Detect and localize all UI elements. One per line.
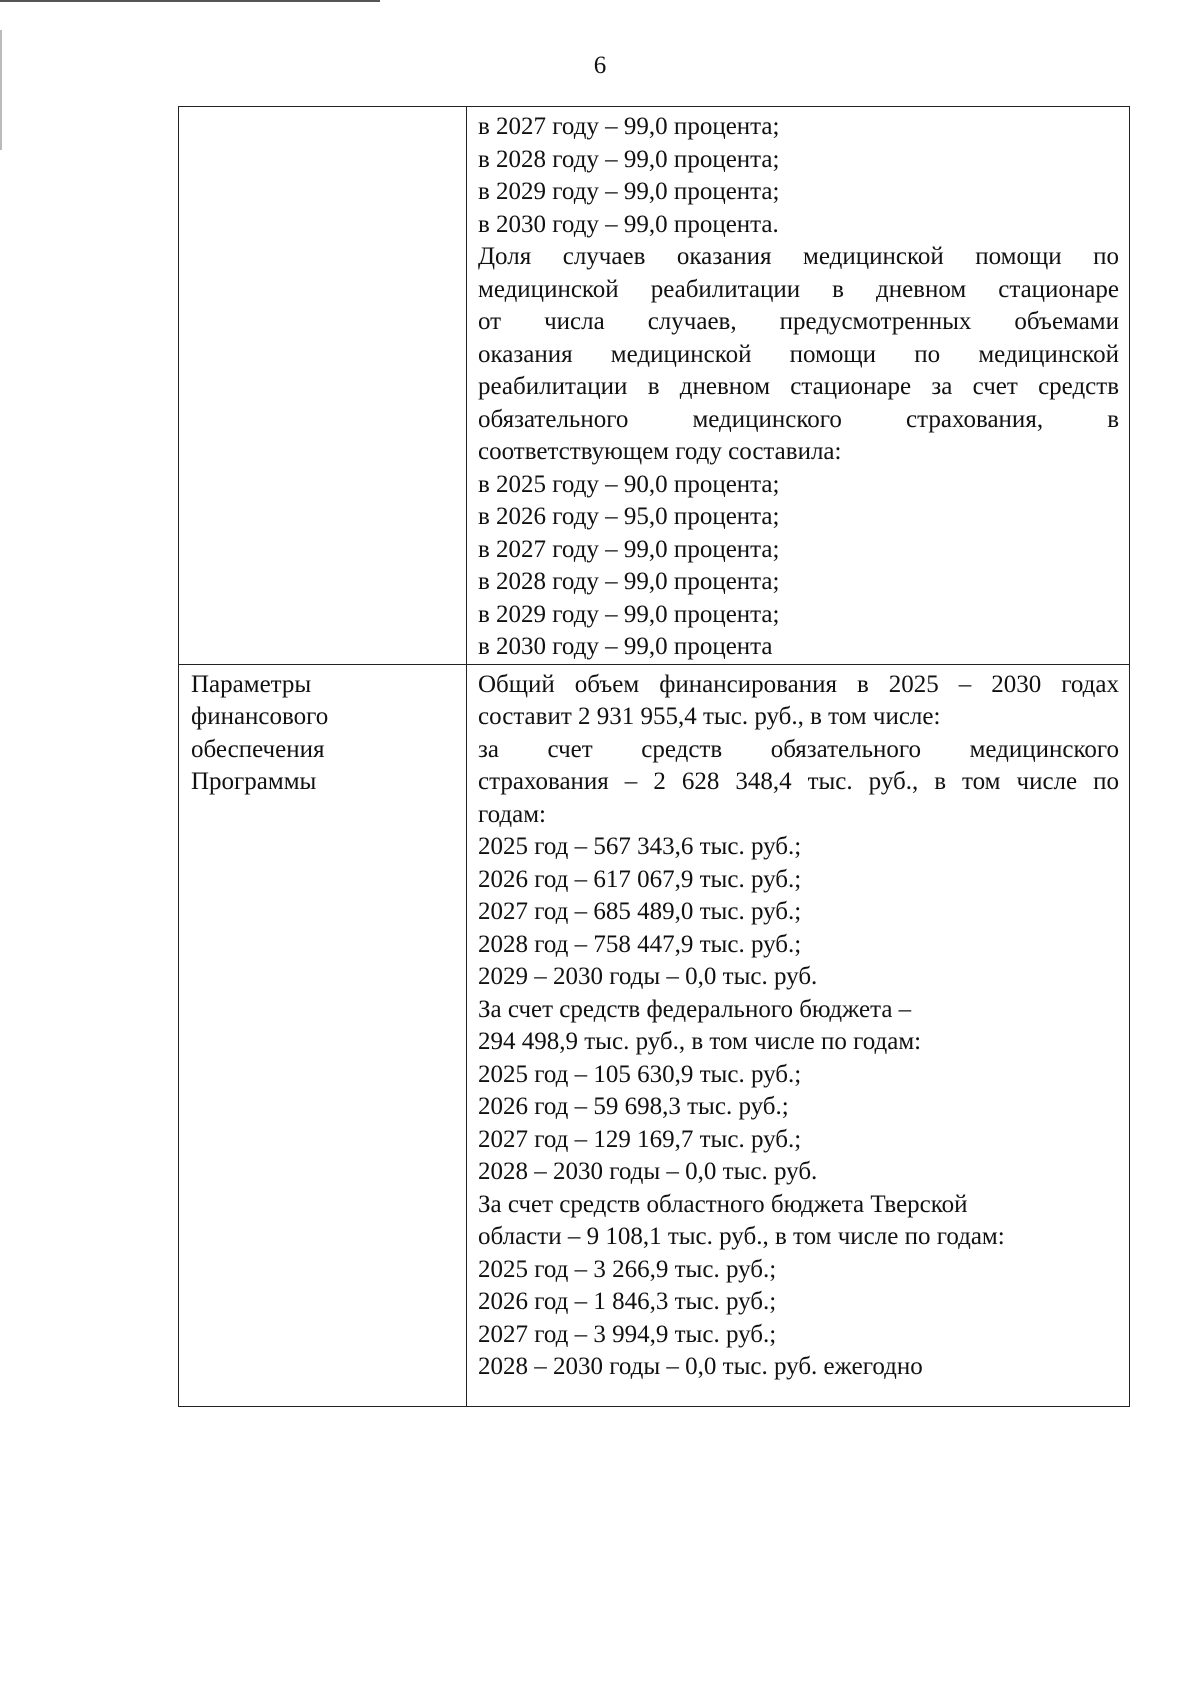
indicator-line: в 2029 году – 99,0 процента; <box>478 178 780 205</box>
oms-line: за счет средств обязательного медицинского <box>478 735 1119 763</box>
indicator-line: в 2025 году – 90,0 процента; <box>478 470 780 498</box>
federal-line: За счет средств федерального бюджета – <box>478 995 912 1023</box>
financing-label-line: финансового <box>191 703 329 730</box>
federal-year-line: 2026 год – 59 698,3 тыс. руб.; <box>478 1093 789 1120</box>
table-row-financing <box>179 664 1130 1406</box>
row-label-empty <box>179 107 467 665</box>
financing-total-line: Общий объем финансирования в 2025 – 2030 годах <box>478 670 1119 698</box>
indicator-line: в 2028 году – 99,0 процента; <box>478 145 780 173</box>
federal-year-line: 2025 год – 105 630,9 тыс. руб.; <box>478 1060 802 1088</box>
federal-line: 294 498,9 тыс. руб., в том числе по годам: <box>478 1028 922 1055</box>
table-row-indicators <box>179 107 1130 665</box>
indicator-line: в 2030 году – 99,0 процента <box>478 633 773 660</box>
cell-bottom-space <box>478 1384 1119 1406</box>
indicator-paragraph-line: медицинской реабилитации в дневном стационаре <box>478 275 1119 303</box>
regional-line: области – 9 108,1 тыс. руб., в том числе по годам: <box>478 1223 1005 1250</box>
indicator-paragraph-line: реабилитации в дневном стационаре за счет средств <box>478 373 1119 400</box>
indicator-line: в 2027 году – 99,0 процента; <box>478 535 780 563</box>
regional-year-line: 2025 год – 3 266,9 тыс. руб.; <box>478 1255 777 1283</box>
regional-year-line: 2027 год – 3 994,9 тыс. руб.; <box>478 1320 777 1348</box>
financing-label-cell <box>179 664 467 1406</box>
federal-year-line: 2028 – 2030 годы – 0,0 тыс. руб. <box>478 1158 818 1185</box>
program-passport-table <box>178 106 1130 1407</box>
oms-year-line: 2029 – 2030 годы – 0,0 тыс. руб. <box>478 963 818 990</box>
oms-year-line: 2026 год – 617 067,9 тыс. руб.; <box>478 865 802 893</box>
indicator-paragraph-line: оказания медицинской помощи по медицинской <box>478 340 1119 368</box>
scan-edge-mark <box>0 30 2 150</box>
financing-label-line: Программы <box>191 768 317 795</box>
indicator-line: в 2030 году – 99,0 процента. <box>478 210 779 238</box>
indicator-line: в 2027 году – 99,0 процента; <box>478 113 780 140</box>
indicator-values-cell <box>467 107 1130 665</box>
oms-year-line: 2028 год – 758 447,9 тыс. руб.; <box>478 930 802 958</box>
oms-line: годам: <box>478 800 546 828</box>
page-number: 6 <box>593 52 607 79</box>
scan-edge-line <box>0 0 380 2</box>
regional-year-line: 2028 – 2030 годы – 0,0 тыс. руб. ежегодно <box>478 1353 923 1380</box>
indicator-line: в 2029 году – 99,0 процента; <box>478 600 780 628</box>
federal-year-line: 2027 год – 129 169,7 тыс. руб.; <box>478 1125 802 1153</box>
indicator-paragraph-line: соответствующем году составила: <box>478 438 842 465</box>
indicator-line: в 2026 году – 95,0 процента; <box>478 503 780 530</box>
indicator-paragraph-line: Доля случаев оказания медицинской помощи по <box>478 243 1119 270</box>
indicator-line: в 2028 году – 99,0 процента; <box>478 568 780 595</box>
regional-year-line: 2026 год – 1 846,3 тыс. руб.; <box>478 1288 777 1315</box>
financing-total-line: составит 2 931 955,4 тыс. руб., в том числе: <box>478 703 941 730</box>
indicator-paragraph-line: обязательного медицинского страхования, в <box>478 405 1119 433</box>
financing-label-line: Параметры <box>191 670 312 698</box>
regional-line: За счет средств областного бюджета Тверской <box>478 1190 968 1218</box>
oms-year-line: 2027 год – 685 489,0 тыс. руб.; <box>478 898 802 925</box>
financing-content-cell <box>467 664 1130 1406</box>
oms-line: страхования – 2 628 348,4 тыс. руб., в том числе по <box>478 768 1119 795</box>
indicator-paragraph-line: от числа случаев, предусмотренных объемами <box>478 308 1119 335</box>
oms-year-line: 2025 год – 567 343,6 тыс. руб.; <box>478 833 802 860</box>
financing-label-line: обеспечения <box>191 735 325 763</box>
